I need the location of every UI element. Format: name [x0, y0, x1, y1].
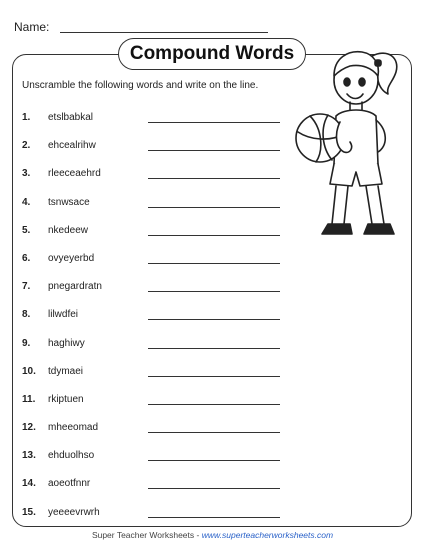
scrambled-word: etslbabkal [48, 112, 94, 123]
list-item [22, 277, 292, 305]
list-item [22, 108, 292, 136]
list-item [22, 136, 292, 164]
item-number: 15. [22, 506, 36, 518]
item-number: 10. [22, 365, 36, 377]
answer-line[interactable] [148, 263, 280, 264]
item-number: 7. [22, 281, 31, 293]
name-line[interactable] [60, 32, 268, 33]
scrambled-word: haghiwy [48, 337, 85, 349]
footer [0, 530, 425, 540]
answer-line[interactable] [148, 517, 280, 518]
name-label: Name: [14, 20, 50, 34]
scrambled-word: nkedeew [48, 224, 89, 236]
list-item [22, 164, 292, 192]
item-number: 2. [22, 140, 31, 152]
answer-line[interactable] [148, 178, 280, 179]
scrambled-word: aoeotfnnr [48, 478, 91, 490]
scrambled-word: rkiptuen [48, 393, 84, 405]
list-item [22, 305, 292, 333]
scrambled-word: lilwdfei [48, 309, 79, 321]
word-list [22, 108, 292, 531]
answer-line[interactable] [148, 319, 280, 320]
scrambled-word: pnegardratn [48, 281, 102, 293]
item-number: 1. [22, 112, 31, 123]
scrambled-word: ehduolhso [48, 450, 95, 462]
instructions-text: Unscramble the following words and write on the line. [22, 80, 259, 91]
list-item [22, 221, 292, 249]
item-number: 14. [22, 478, 36, 490]
list-item [22, 334, 292, 362]
scrambled-word: ovyeyerbd [48, 252, 95, 264]
answer-line[interactable] [148, 348, 280, 349]
worksheet-title: Compound Words [118, 38, 306, 70]
list-item [22, 446, 292, 474]
scrambled-word: tsnwsace [48, 196, 90, 208]
answer-line[interactable] [148, 376, 280, 377]
answer-line[interactable] [148, 460, 280, 461]
item-number: 13. [22, 450, 36, 462]
item-number: 8. [22, 309, 31, 321]
answer-line[interactable] [148, 404, 280, 405]
answer-line[interactable] [148, 150, 280, 151]
item-number: 3. [22, 168, 31, 180]
list-item [22, 390, 292, 418]
item-number: 9. [22, 337, 31, 349]
answer-line[interactable] [148, 235, 280, 236]
item-number: 6. [22, 252, 31, 264]
list-item [22, 362, 292, 390]
list-item [22, 418, 292, 446]
scrambled-word: yeeeevrwrh [48, 506, 100, 518]
item-number: 5. [22, 224, 31, 236]
answer-line[interactable] [148, 432, 280, 433]
footer-link[interactable]: www.superteacherworksheets.com [201, 530, 334, 540]
scrambled-word: tdymaei [48, 365, 84, 377]
item-number: 4. [22, 196, 31, 208]
item-number: 11. [22, 393, 36, 405]
footer-separator: - [194, 530, 202, 540]
scrambled-word: rleeceaehrd [48, 168, 101, 180]
list-item [22, 193, 292, 221]
answer-line[interactable] [148, 291, 280, 292]
scrambled-word: mheeomad [48, 422, 99, 434]
basketball-girl-icon [292, 34, 416, 248]
list-item [22, 503, 292, 531]
answer-line[interactable] [148, 488, 280, 489]
answer-line[interactable] [148, 122, 280, 123]
list-item [22, 474, 292, 502]
list-item [22, 249, 292, 277]
scrambled-word: ehcealrihw [48, 140, 96, 152]
answer-line[interactable] [148, 207, 280, 208]
item-number: 12. [22, 422, 36, 434]
footer-brand: Super Teacher Worksheets [91, 530, 195, 540]
